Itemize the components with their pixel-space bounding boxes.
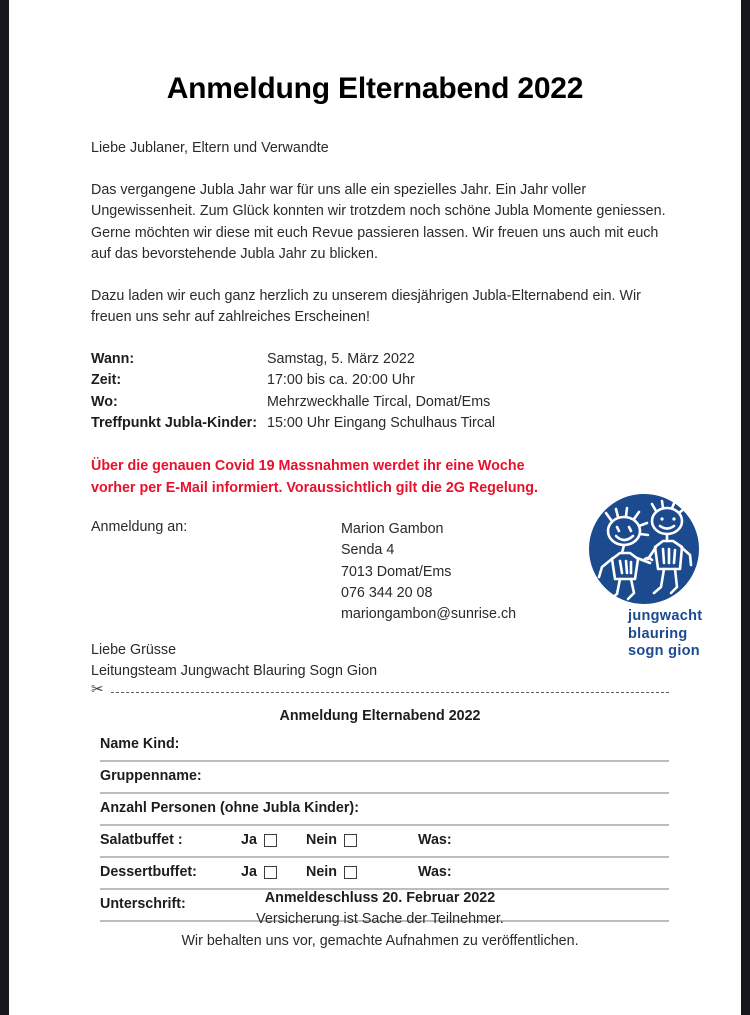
closing-greeting: Liebe Grüsse	[91, 642, 177, 658]
footer-notes	[91, 888, 669, 952]
checkbox-icon[interactable]	[344, 866, 357, 879]
form-label: Gruppenname:	[100, 768, 202, 784]
covid-notice	[91, 456, 651, 499]
form-label: Unterschrift:	[100, 896, 186, 912]
detail-value: Samstag, 5. März 2022	[267, 351, 415, 367]
detail-row-wo	[91, 392, 666, 413]
contact-name: Marion Gambon	[341, 521, 444, 537]
form-row-name-kind[interactable]	[100, 730, 669, 762]
covid-notice-line-one: Über die genauen Covid 19 Massnahmen werdet ihr eine Woche	[91, 458, 525, 474]
logo-wordmark-line-one: jungwacht	[628, 608, 703, 624]
viewer-right-edge	[741, 0, 750, 1015]
detail-row-zeit	[91, 370, 666, 391]
option-label: Ja	[241, 832, 257, 848]
option-label: Ja	[241, 864, 257, 880]
form-label: Name Kind:	[100, 736, 180, 752]
registration-contact-label: Anmeldung an:	[91, 519, 188, 535]
salatbuffet-was-field[interactable]	[418, 832, 452, 848]
detail-label: Zeit:	[91, 372, 122, 389]
dashed-cut-rule	[111, 692, 669, 693]
option-label: Was:	[418, 864, 452, 880]
option-label: Nein	[306, 832, 337, 848]
document-page	[9, 0, 741, 1015]
registration-contact-address	[341, 519, 516, 625]
form-label: Anzahl Personen (ohne Jubla Kinder):	[100, 800, 359, 816]
logo-wordmark-line-three: sogn gion	[628, 643, 700, 659]
paragraph-one: Das vergangene Jubla Jahr war für uns alle ein spezielles Jahr. Ein Jahr voller Ungewissenheit. Zum Glück konnten wir trotzdem noch schöne Jubla Momente geniessen. Gerne möchten wir diese mit euch Revue passieren lassen. Wir freuen uns auch mit euch auf das bevorstehende Jubla Jahr zu blicken.	[91, 182, 666, 262]
detail-label: Wann:	[91, 351, 135, 367]
paragraph-two: Dazu laden wir euch ganz herzlich zu unserem diesjährigen Jubla-Elternabend ein. Wir freuen uns sehr auf zahlreiches Erscheinen!	[91, 288, 641, 326]
logo-wordmark	[628, 608, 702, 661]
detail-row-treffpunkt	[91, 413, 666, 434]
checkbox-icon[interactable]	[264, 834, 277, 847]
form-row-dessertbuffet[interactable]	[100, 858, 669, 890]
footer-insurance-note: Versicherung ist Sache der Teilnehmer.	[256, 911, 504, 928]
detail-value: Mehrzweckhalle Tircal, Domat/Ems	[267, 393, 491, 410]
salatbuffet-no-option[interactable]	[306, 832, 357, 848]
organization-logo	[580, 491, 706, 671]
covid-notice-line-two: vorher per E-Mail informiert. Voraussichtlich gilt die 2G Regelung.	[91, 479, 538, 496]
detail-value: 17:00 bis ca. 20:00 Uhr	[267, 372, 415, 389]
contact-email: mariongambon@sunrise.ch	[341, 606, 517, 623]
contact-phone: 076 344 20 08	[341, 584, 433, 601]
invitation-letter	[9, 0, 741, 1015]
logo-wordmark-line-two: blauring	[628, 625, 688, 642]
event-details-list	[91, 349, 666, 434]
salutation-text: Liebe Jublaner, Eltern und Verwandte	[91, 140, 329, 156]
viewer-left-edge	[0, 0, 9, 1015]
detail-row-wann	[91, 349, 666, 370]
page-title: Anmeldung Elternabend 2022	[166, 72, 584, 105]
form-label: Dessertbuffet:	[100, 864, 197, 880]
closing-signature: Leitungsteam Jungwacht Blauring Sogn Gion	[91, 663, 378, 680]
form-row-anzahl-personen[interactable]	[100, 794, 669, 826]
closing-block	[91, 640, 377, 683]
form-row-salatbuffet[interactable]	[100, 826, 669, 858]
detail-label: Wo:	[91, 393, 118, 410]
detail-value: 15:00 Uhr Eingang Schulhaus Tircal	[267, 414, 496, 431]
checkbox-icon[interactable]	[264, 866, 277, 879]
contact-city: 7013 Domat/Ems	[341, 563, 452, 580]
option-label: Was:	[418, 832, 452, 848]
registration-deadline: Anmeldeschluss 20. Februar 2022	[264, 890, 496, 906]
footer-photo-note: Wir behalten uns vor, gemachte Aufnahmen zu veröffentlichen.	[181, 932, 579, 949]
option-label: Nein	[306, 864, 337, 880]
jubla-circle-icon	[588, 493, 700, 605]
salatbuffet-yes-option[interactable]	[241, 832, 277, 848]
detail-label: Treffpunkt Jubla-Kinder:	[91, 414, 258, 431]
contact-street: Senda 4	[341, 542, 395, 559]
form-title: Anmeldung Elternabend 2022	[279, 708, 481, 724]
form-label: Salatbuffet :	[100, 832, 183, 848]
checkbox-icon[interactable]	[344, 834, 357, 847]
dessertbuffet-no-option[interactable]	[306, 864, 357, 880]
dessertbuffet-was-field[interactable]	[418, 864, 452, 880]
form-row-gruppenname[interactable]	[100, 762, 669, 794]
cut-here-line	[91, 683, 669, 701]
dessertbuffet-yes-option[interactable]	[241, 864, 277, 880]
scissors-icon: ✂	[91, 681, 104, 698]
